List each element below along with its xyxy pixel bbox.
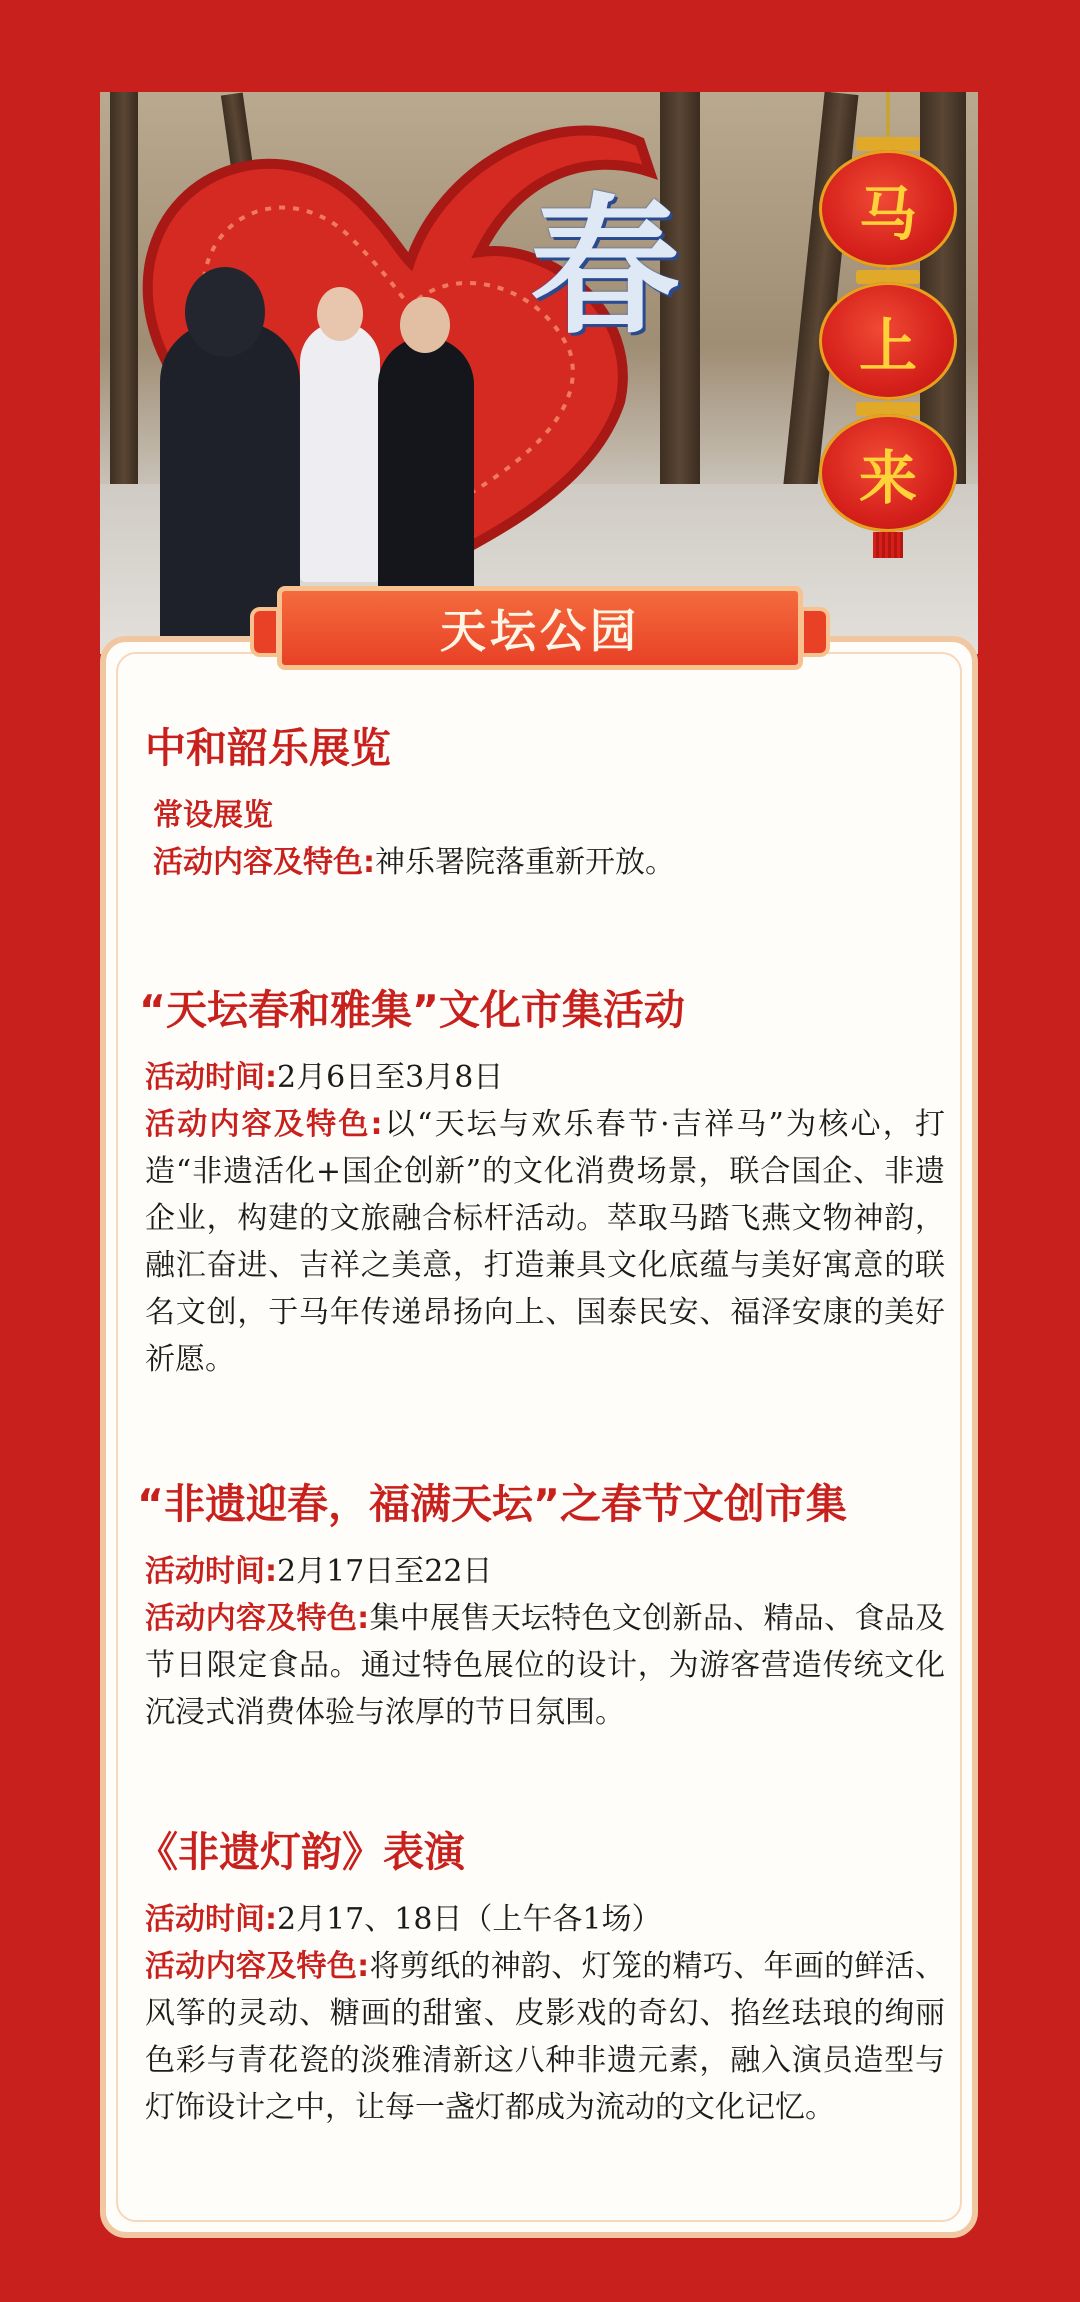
section-title: 中和韶乐展览	[145, 724, 391, 772]
section-zhonghe	[145, 722, 965, 886]
time-label: 活动时间:	[145, 1902, 277, 1937]
lantern-cap	[856, 137, 920, 151]
time-label: 活动时间:	[145, 1060, 277, 1095]
section-title: 《非遗灯韵》表演	[137, 1828, 465, 1876]
lantern-3	[819, 414, 957, 532]
time-label: 活动时间:	[145, 1554, 277, 1589]
content-line	[145, 839, 965, 886]
content-label: 活动内容及特色:	[145, 1949, 370, 1984]
person-head	[185, 267, 265, 357]
lantern-character: 马	[858, 180, 917, 248]
page-title: 天坛公园	[440, 604, 640, 658]
time-line	[145, 1896, 965, 1943]
content-text: 将剪纸的神韵、灯笼的精巧、年画的鲜活、风筝的灵动、糖画的甜蜜、皮影戏的奇幻、掐丝珐琅的绚丽色彩与青花瓷的淡雅清新这八种非遗元素，融入演员造型与灯饰设计之中，让每一盏灯都成为流动的文化记忆。	[145, 1949, 946, 2125]
content-paragraph	[145, 1101, 945, 1383]
sign-character: 春	[529, 179, 680, 355]
subtitle-label: 常设展览	[153, 798, 273, 833]
content-paragraph	[145, 1595, 945, 1736]
time-text: 2月17、18日（上午各1场）	[277, 1902, 662, 1937]
section-wenchuang	[137, 1478, 965, 1736]
content-label: 活动内容及特色:	[153, 845, 375, 880]
section-yaji	[139, 984, 965, 1383]
time-text: 2月17日至22日	[277, 1554, 493, 1589]
title-banner	[277, 586, 803, 670]
time-text: 2月6日至3月8日	[277, 1060, 504, 1095]
time-line	[145, 1054, 965, 1101]
section-title: “非遗迎春，福满天坛”之春节文创市集	[137, 1480, 847, 1528]
time-line	[145, 1548, 965, 1595]
person-white-coat	[300, 322, 380, 582]
person-head	[317, 287, 363, 341]
content-paragraph	[145, 1943, 945, 2131]
section-title: “天坛春和雅集”文化市集活动	[139, 986, 685, 1034]
content-text: 集中展售天坛特色文创新品、精品、食品及节日限定食品。通过特色展位的设计，为游客营造传统文化沉浸式消费体验与浓厚的节日氛围。	[145, 1601, 946, 1730]
content-label: 活动内容及特色:	[145, 1107, 383, 1142]
content-text: 以“天坛与欢乐春节·吉祥马”为核心，打造“非遗活化+国企创新”的文化消费场景，联合国企、非遗企业，构建的文旅融合标杆活动。萃取马踏飞燕文物神韵，融汇奋进、吉祥之美意，打造兼具文化底蕴与美好寓意的联名文创，于马年传递昂扬向上、国泰民安、福泽安康的美好祈愿。	[145, 1107, 945, 1377]
lantern-character: 上	[858, 312, 917, 380]
lantern-character: 来	[858, 444, 917, 512]
person-black-coat	[378, 337, 474, 627]
person-head	[400, 297, 450, 353]
lantern-tassel	[873, 532, 903, 558]
park-photo	[100, 92, 978, 654]
content-label: 活动内容及特色:	[145, 1601, 370, 1636]
lantern-1	[819, 150, 957, 268]
section-dengyun	[137, 1826, 965, 2131]
section-subtitle	[145, 792, 965, 839]
content-text: 神乐署院落重新开放。	[375, 845, 675, 880]
lantern-2	[819, 282, 957, 400]
